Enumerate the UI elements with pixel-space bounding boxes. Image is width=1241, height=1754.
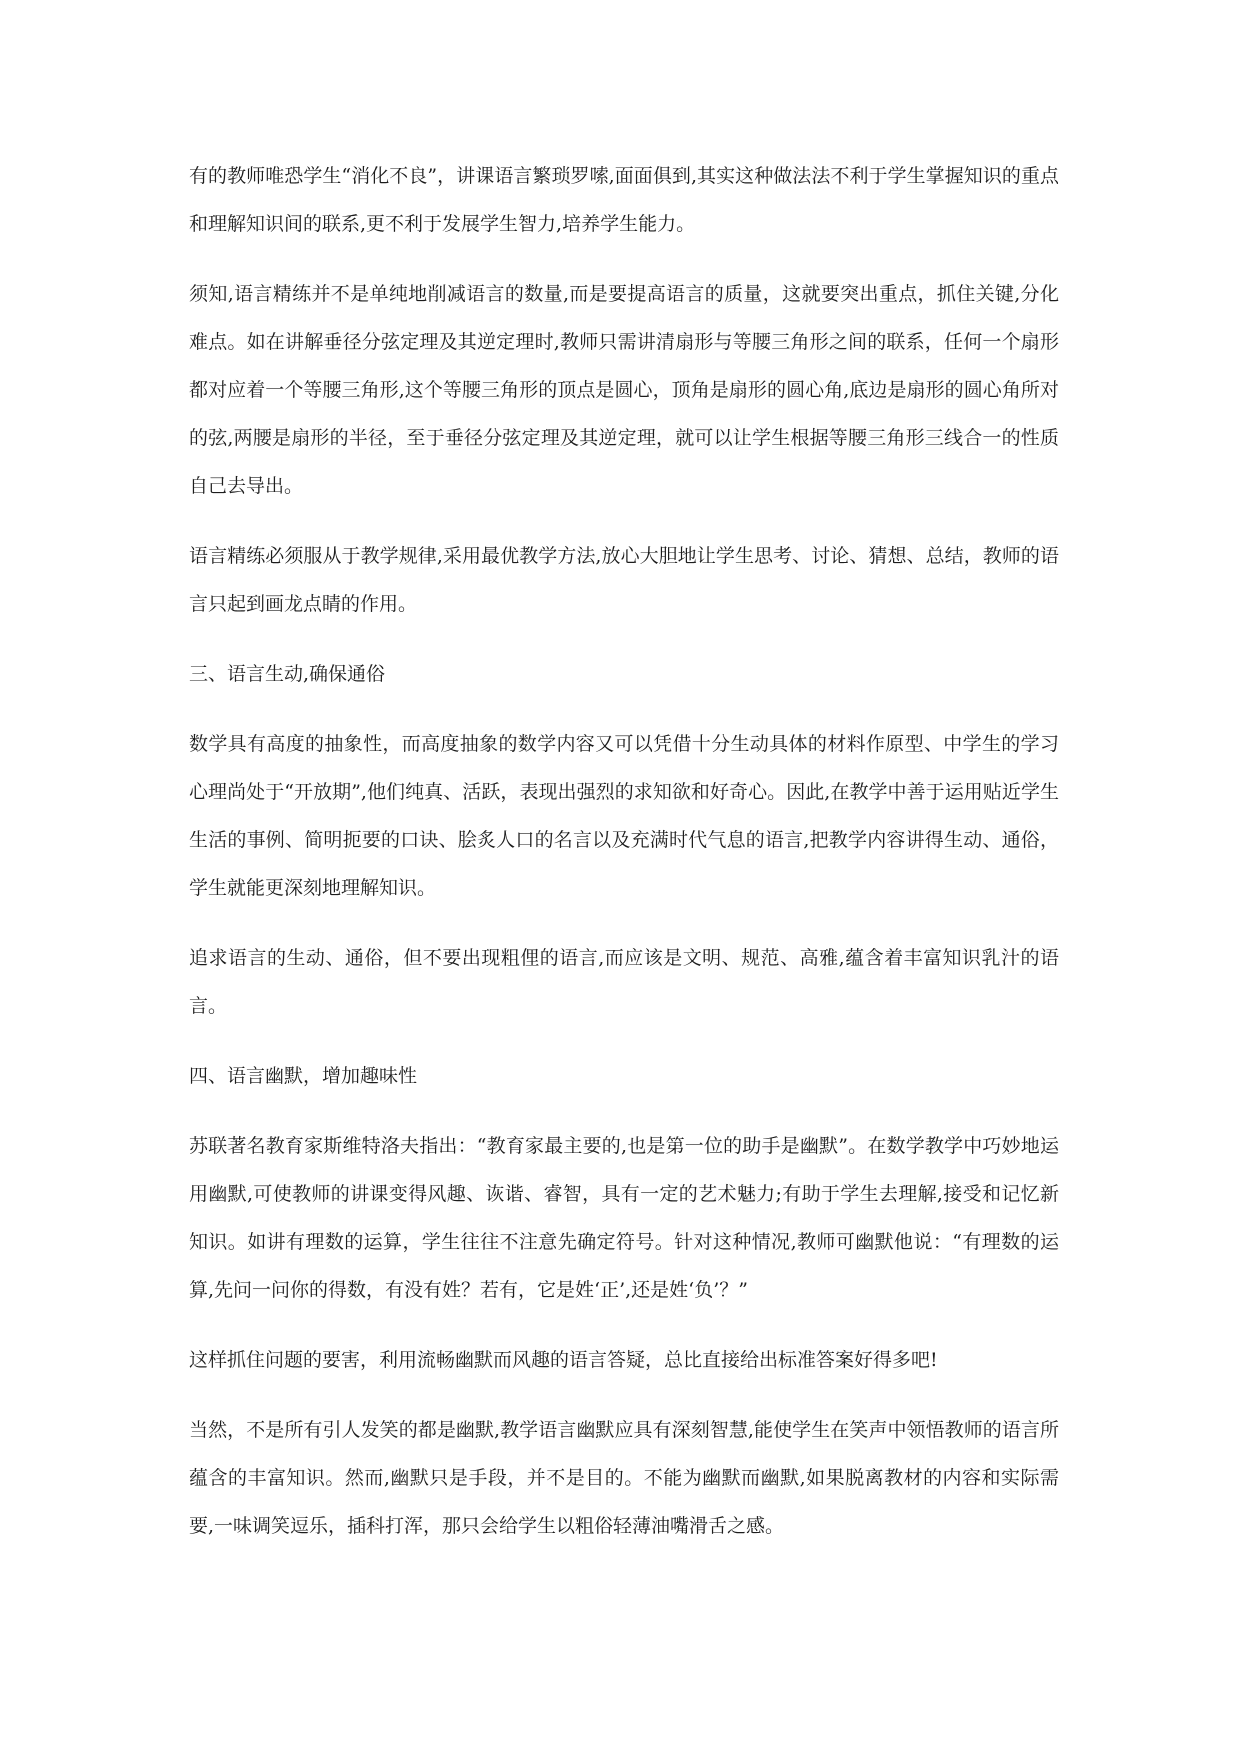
document-body xyxy=(189,152,1059,1572)
paragraph-8: 当然，不是所有引人发笑的都是幽默,教学语言幽默应具有深刻智慧,能使学生在笑声中领悟教师的语言所蕴含的丰富知识。然而,幽默只是手段，并不是目的。不能为幽默而幽默,如果脱离教材的内容和实际需要,一味调笑逗乐，插科打浑，那只会给学生以粗俗轻薄油嘴滑舌之感。 xyxy=(189,1419,1059,1537)
paragraph-2: 须知,语言精练并不是单纯地削减语言的数量,而是要提高语言的质量，这就要突出重点，抓住关键,分化难点。如在讲解垂径分弦定理及其逆定理时,教师只需讲清扇形与等腰三角形之间的联系，任何一个扇形都对应着一个等腰三角形,这个等腰三角形的顶点是圆心，顶角是扇形的圆心角,底边是扇形的圆心角所对的弦,两腰是扇形的半径，至于垂径分弦定理及其逆定理，就可以让学生根据等腰三角形三线合一的性质自己去导出。 xyxy=(189,283,1059,497)
paragraph-1: 有的教师唯恐学生“消化不良”，讲课语言繁琐罗嗦,面面俱到,其实这种做法法不利于学生掌握知识的重点和理解知识间的联系,更不利于发展学生智力,培养学生能力。 xyxy=(189,165,1059,235)
paragraph-4: 数学具有高度的抽象性，而高度抽象的数学内容又可以凭借十分生动具体的材料作原型、中学生的学习心理尚处于“开放期”,他们纯真、活跃，表现出强烈的求知欲和好奇心。因此,在教学中善于运用贴近学生生活的事例、简明扼要的口诀、脍炙人口的名言以及充满时代气息的语言,把教学内容讲得生动、通俗，学生就能更深刻地理解知识。 xyxy=(189,733,1059,899)
paragraph-6: 苏联著名教育家斯维特洛夫指出：“教育家最主要的,也是第一位的助手是幽默”。在数学教学中巧妙地运用幽默,可使教师的讲课变得风趣、诙谐、睿智，具有一定的艺术魅力;有助于学生去理解,接受和记忆新知识。如讲有理数的运算，学生往往不注意先确定符号。针对这种情况,教师可幽默他说：“有理数的运算,先问一问你的得数，有没有姓？若有，它是姓‘正’,还是姓‘负’？” xyxy=(189,1135,1059,1301)
section-heading-3: 三、语言生动,确保通俗 xyxy=(189,663,386,685)
paragraph-3: 语言精练必须服从于教学规律,采用最优教学方法,放心大胆地让学生思考、讨论、猜想、总结，教师的语言只起到画龙点睛的作用。 xyxy=(189,545,1059,615)
paragraph-7: 这样抓住问题的要害，利用流畅幽默而风趣的语言答疑，总比直接给出标准答案好得多吧! xyxy=(189,1349,938,1371)
section-heading-4: 四、语言幽默，增加趣味性 xyxy=(189,1065,418,1087)
paragraph-5: 追求语言的生动、通俗，但不要出现粗俚的语言,而应该是文明、规范、高雅,蕴含着丰富知识乳汁的语言。 xyxy=(189,947,1059,1017)
